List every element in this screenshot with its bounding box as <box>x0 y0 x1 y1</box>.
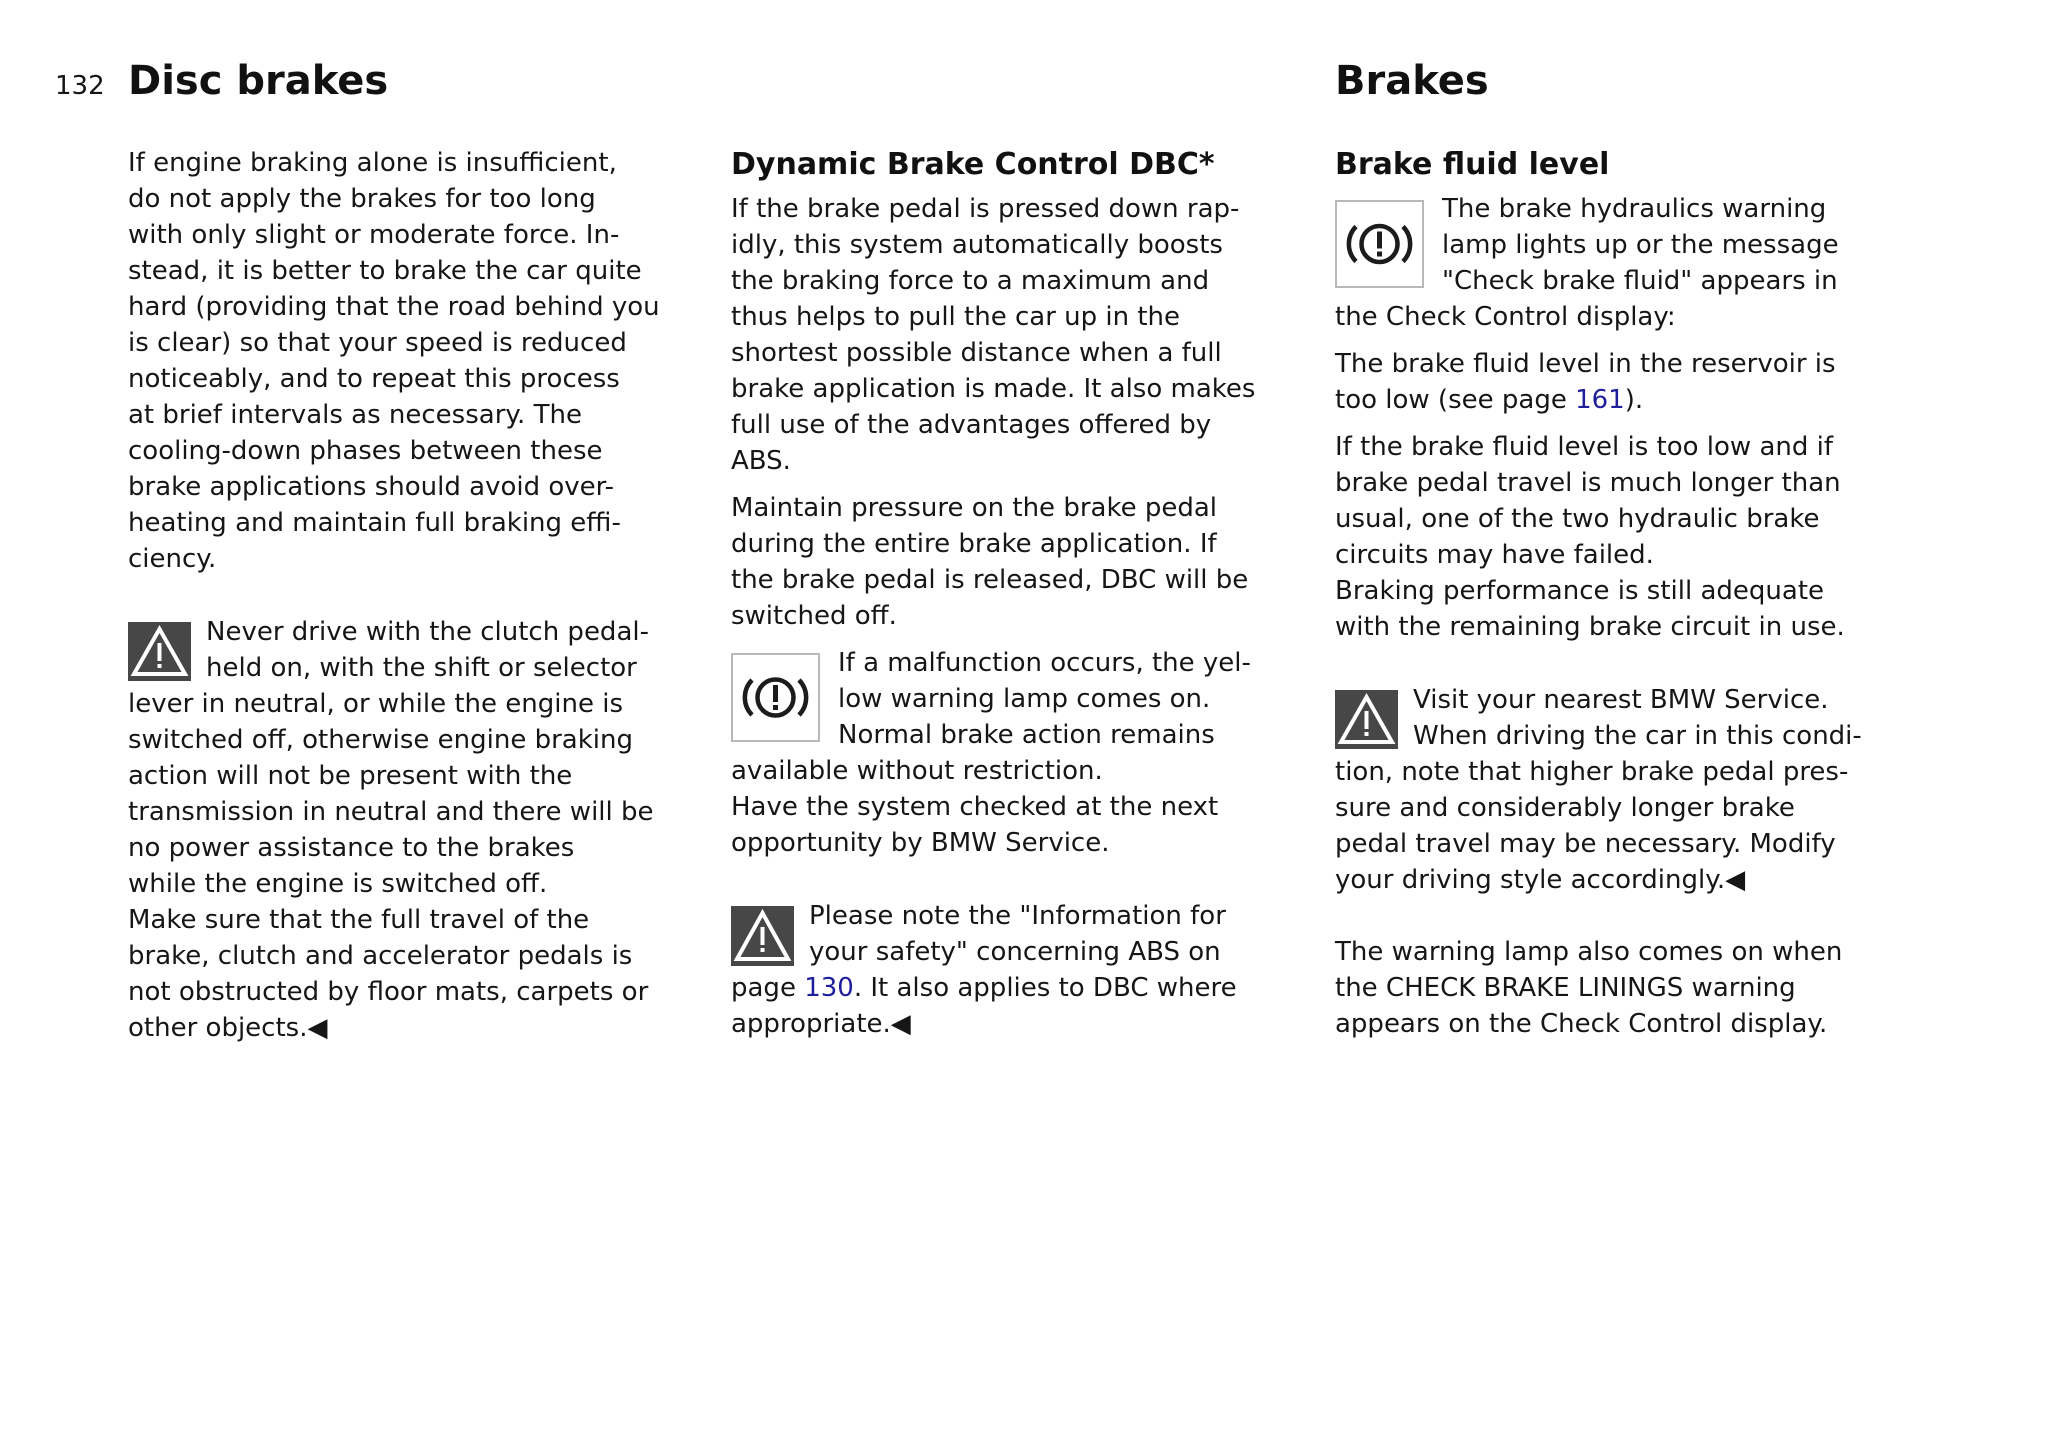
text-line <box>731 970 1237 1006</box>
text-line: switched off, otherwise engine braking <box>128 725 634 755</box>
text-line: switched off. <box>731 601 897 631</box>
text-line: the Check Control display: <box>1335 302 1676 332</box>
page-link-130[interactable]: 130 <box>804 973 854 1003</box>
text-line: ABS. <box>731 446 791 476</box>
text-line: lever in neutral, or while the engine is <box>128 689 624 719</box>
circuit-failure-paragraph <box>1335 429 1845 645</box>
text-line: brake applications should avoid over- <box>128 472 615 502</box>
text-line: your safety" concerning ABS on <box>809 937 1221 967</box>
brake-hydraulics-lamp-note <box>1335 191 1839 335</box>
text-line: transmission in neutral and there will be <box>128 797 654 827</box>
text-line: not obstructed by floor mats, carpets or <box>128 977 649 1007</box>
dbc-malfunction-note <box>731 645 1251 861</box>
text-line: your driving style accordingly.◀ <box>1335 865 1746 895</box>
text-line: sure and considerably longer brake <box>1335 793 1795 823</box>
text-line: Never drive with the clutch pedal- <box>206 617 649 647</box>
text-line: The warning lamp also comes on when <box>1335 937 1843 967</box>
page-link-161[interactable]: 161 <box>1575 385 1625 415</box>
text-line <box>1335 382 1836 418</box>
text-line: appropriate.◀ <box>731 1009 911 1039</box>
text-line: available without restriction. <box>731 756 1103 786</box>
text-line: the brake pedal is released, DBC will be <box>731 565 1249 595</box>
text-line: low warning lamp comes on. <box>838 684 1211 714</box>
text-line: appears on the Check Control display. <box>1335 1009 1828 1039</box>
text-line: circuits may have failed. <box>1335 540 1654 570</box>
text-line: shortest possible distance when a full <box>731 338 1222 368</box>
text-line: If the brake pedal is pressed down rap- <box>731 194 1240 224</box>
text-line: noticeably, and to repeat this process <box>128 364 620 394</box>
text-line: the CHECK BRAKE LININGS warning <box>1335 973 1796 1003</box>
text-line: ciency. <box>128 544 217 574</box>
text-segment: . It also applies to DBC where <box>853 973 1237 1003</box>
text-line: with only slight or moderate force. In- <box>128 220 620 250</box>
text-line: If engine braking alone is insufficient, <box>128 148 617 178</box>
text-line: idly, this system automatically boosts <box>731 230 1223 260</box>
brake-fluid-level-heading: Brake fluid level <box>1335 147 1610 182</box>
text-line: pedal travel may be necessary. Modify <box>1335 829 1836 859</box>
text-line: Make sure that the full travel of the <box>128 905 590 935</box>
text-line: the braking force to a maximum and <box>731 266 1210 296</box>
text-line: held on, with the shift or selector <box>206 653 637 683</box>
text-line: do not apply the brakes for too long <box>128 184 596 214</box>
text-line: is clear) so that your speed is reduced <box>128 328 627 358</box>
text-segment: page <box>731 973 805 1003</box>
text-line: at brief intervals as necessary. The <box>128 400 582 430</box>
text-line: hard (providing that the road behind you <box>128 292 660 322</box>
text-line: tion, note that higher brake pedal pres- <box>1335 757 1849 787</box>
page-number: 132 <box>55 71 105 101</box>
text-line: while the engine is switched off. <box>128 869 548 899</box>
right-page-title: Brakes <box>1335 58 1489 104</box>
text-line: stead, it is better to brake the car quite <box>128 256 642 286</box>
text-line: "Check brake fluid" appears in <box>1442 266 1838 296</box>
text-line: The brake hydraulics warning <box>1442 194 1827 224</box>
text-line: When driving the car in this condi- <box>1413 721 1862 751</box>
text-line: cooling-down phases between these <box>128 436 603 466</box>
text-line: usual, one of the two hydraulic brake <box>1335 504 1820 534</box>
text-line: Maintain pressure on the brake pedal <box>731 493 1217 523</box>
text-line: Braking performance is still adequate <box>1335 576 1825 606</box>
text-segment: ). <box>1624 385 1644 415</box>
reservoir-level-paragraph <box>1335 346 1836 418</box>
text-line: lamp lights up or the message <box>1442 230 1839 260</box>
text-line: with the remaining brake circuit in use. <box>1335 612 1845 642</box>
text-line: during the entire brake application. If <box>731 529 1217 559</box>
text-line: If a malfunction occurs, the yel- <box>838 648 1251 678</box>
text-segment: too low (see page <box>1335 385 1576 415</box>
text-line: brake, clutch and accelerator pedals is <box>128 941 633 971</box>
text-line: full use of the advantages offered by <box>731 410 1212 440</box>
text-line: action will not be present with the <box>128 761 573 791</box>
text-line: no power assistance to the brakes <box>128 833 575 863</box>
brake-linings-paragraph <box>1335 934 1842 1042</box>
clutch-warning-note <box>128 614 654 1046</box>
text-line: thus helps to pull the car up in the <box>731 302 1181 332</box>
text-line: opportunity by BMW Service. <box>731 828 1110 858</box>
text-line: Have the system checked at the next <box>731 792 1219 822</box>
text-line: If the brake fluid level is too low and if <box>1335 432 1833 462</box>
text-line: heating and maintain full braking effi- <box>128 508 621 538</box>
text-line: brake pedal travel is much longer than <box>1335 468 1841 498</box>
engine-braking-paragraph <box>128 145 660 577</box>
text-line: Normal brake action remains <box>838 720 1215 750</box>
dbc-pressure-paragraph <box>731 490 1248 634</box>
text-line: other objects.◀ <box>128 1013 328 1043</box>
text-line: Visit your nearest BMW Service. <box>1413 685 1829 715</box>
left-page-title: Disc brakes <box>128 58 389 104</box>
bmw-service-warning-note <box>1335 682 1862 898</box>
text-line: The brake fluid level in the reservoir is <box>1335 349 1836 379</box>
text-line: Please note the "Information for <box>809 901 1226 931</box>
abs-safety-warning-note <box>731 898 1237 1042</box>
text-line: brake application is made. It also makes <box>731 374 1256 404</box>
dbc-heading: Dynamic Brake Control DBC* <box>731 147 1215 182</box>
dbc-paragraph <box>731 191 1255 479</box>
